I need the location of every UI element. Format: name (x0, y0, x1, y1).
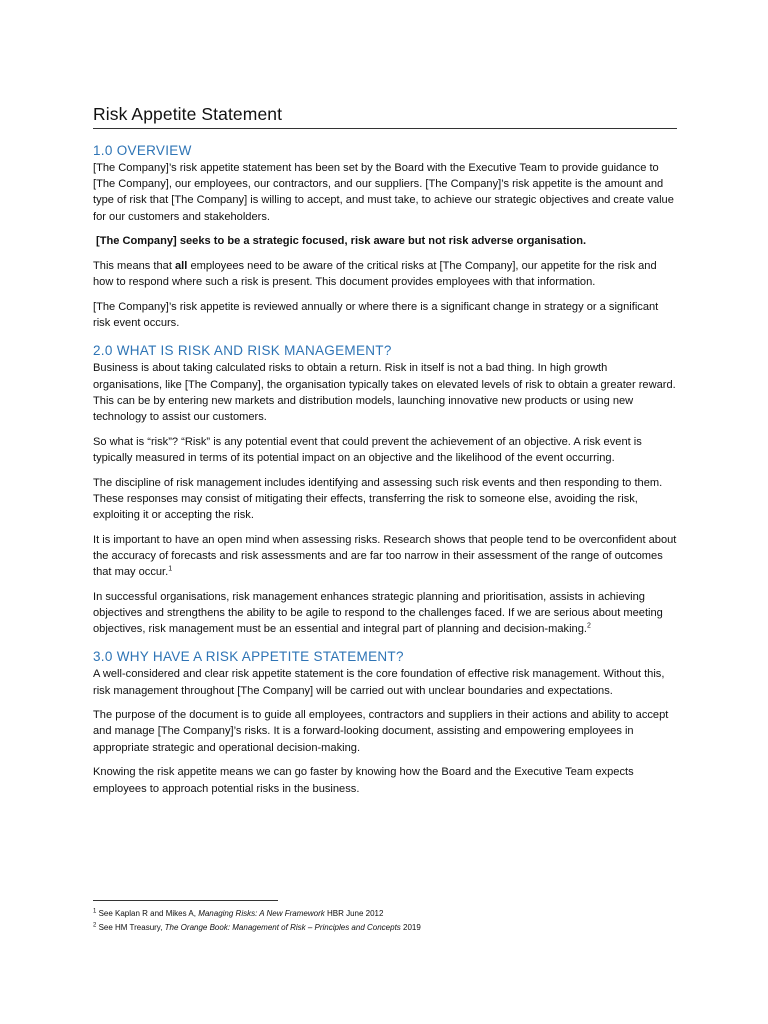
section-heading-why-statement: 3.0 WHY HAVE A RISK APPETITE STATEMENT? (93, 649, 404, 665)
overview-positioning-statement (96, 233, 677, 249)
overview-p3-emphasis: all (175, 260, 188, 273)
risk-paragraph-1: Business is about taking calculated risks to obtain a return. Risk in itself is not a bad thing. In high growth organisations, like [The Company], the organisation typically takes on elevated levels of risk to obtain a greater reward. This can be by entering new markets and distribution models, launching innovative new products or using new technology to assist our customers. (93, 362, 676, 423)
footnote-mark-2: 2 (93, 922, 97, 929)
section-what-is-risk (93, 343, 677, 637)
section-heading-overview: 1.0 OVERVIEW (93, 143, 192, 158)
footnote-2 (93, 921, 677, 935)
why-paragraph-2: The purpose of the document is to guide all employees, contractors and suppliers in their actions and ability to accept and manage [The Company]’s risks. It is a forward-looking document, assisting and empowering employees in appropriate strategic and operational decision-making. (93, 709, 669, 754)
why-paragraph-3: Knowing the risk appetite means we can go faster by knowing how the Board and the Executive Team expects employees to approach potential risks in the business. (93, 766, 634, 795)
overview-paragraph-4: [The Company]’s risk appetite is reviewed annually or where there is a significant change in strategy or a significant risk event occurs. (93, 300, 659, 330)
overview-paragraph-1: [The Company]’s risk appetite statement has been set by the Board with the Executive Team to provide guidance to [The Company], our employees, our contractors, and our suppliers. [The Company]’s risk appetite is the amount and type of risk that [The Company] is willing to accept, and must take, to achieve our strategic objectives and create value for our customers and stakeholders. (93, 162, 674, 223)
section-heading-what-is-risk: 2.0 WHAT IS RISK AND RISK MANAGEMENT? (93, 343, 392, 359)
risk-paragraph-2: So what is “risk”? “Risk” is any potential event that could prevent the achievement of an objective. A risk event is typically measured in terms of its potential impact on an objective and the likelihood of the event occurring. (93, 435, 642, 464)
risk-paragraph-5 (93, 589, 677, 638)
footnote-2-lead: See HM Treasury, (96, 923, 165, 932)
section-why-statement (93, 649, 677, 796)
footnote-1-lead: See Kaplan R and Mikes A, (96, 909, 199, 918)
positioning-text: seeks to be a strategic focused, risk aware but not risk adverse organisation. (176, 235, 587, 248)
document-page (93, 104, 677, 805)
footnote-ref-1[interactable]: 1 (168, 565, 173, 573)
risk-p4-text: It is important to have an open mind when assessing risks. Research shows that people tend to be overconfident about the accuracy of forecasts and risk assessments and are far too narrow in their assessment of the range of outcomes that may occur. (93, 533, 677, 579)
overview-paragraph-3 (93, 258, 677, 290)
footnote-1 (93, 907, 677, 921)
footnote-1-title: Managing Risks: A New Framework (198, 909, 325, 918)
risk-paragraph-4 (93, 532, 677, 581)
footnote-ref-2[interactable]: 2 (586, 622, 591, 630)
footnotes (93, 907, 677, 935)
footnote-2-title: The Orange Book: Management of Risk – Principles and Concepts (164, 923, 401, 932)
footnote-2-source: 2019 (400, 923, 421, 932)
why-paragraph-1: A well-considered and clear risk appetite statement is the core foundation of effective risk management. Without this, risk management throughout [The Company] will be carried out with unclear boundaries and expectations. (93, 668, 665, 697)
overview-p3-start: This means that (93, 260, 176, 273)
company-placeholder: [The Company] (96, 235, 177, 248)
document-title: Risk Appetite Statement (93, 104, 677, 129)
overview-p3-end: employees need to be aware of the critical risks at [The Company], our appetite for the risk and how to respond where such a risk is present. This document provides employees with that information. (93, 260, 657, 289)
footnote-mark-1: 1 (93, 908, 97, 915)
footnote-separator (93, 900, 278, 901)
risk-paragraph-3: The discipline of risk management includes identifying and assessing such risk events and then responding to them. These responses may consist of mitigating their effects, transferring the risk to someone else, avoiding the risk, exploiting it or accepting the risk. (93, 476, 663, 521)
footnote-1-source: HBR June 2012 (324, 909, 384, 918)
risk-p5-text: In successful organisations, risk management enhances strategic planning and prioritisation, assists in achieving objectives and strengthens the ability to be agile to respond to the challenges faced. If we are serious about meeting objectives, risk management must be an essential and integral part of planning and decision-making. (93, 590, 663, 636)
section-overview (93, 143, 677, 331)
